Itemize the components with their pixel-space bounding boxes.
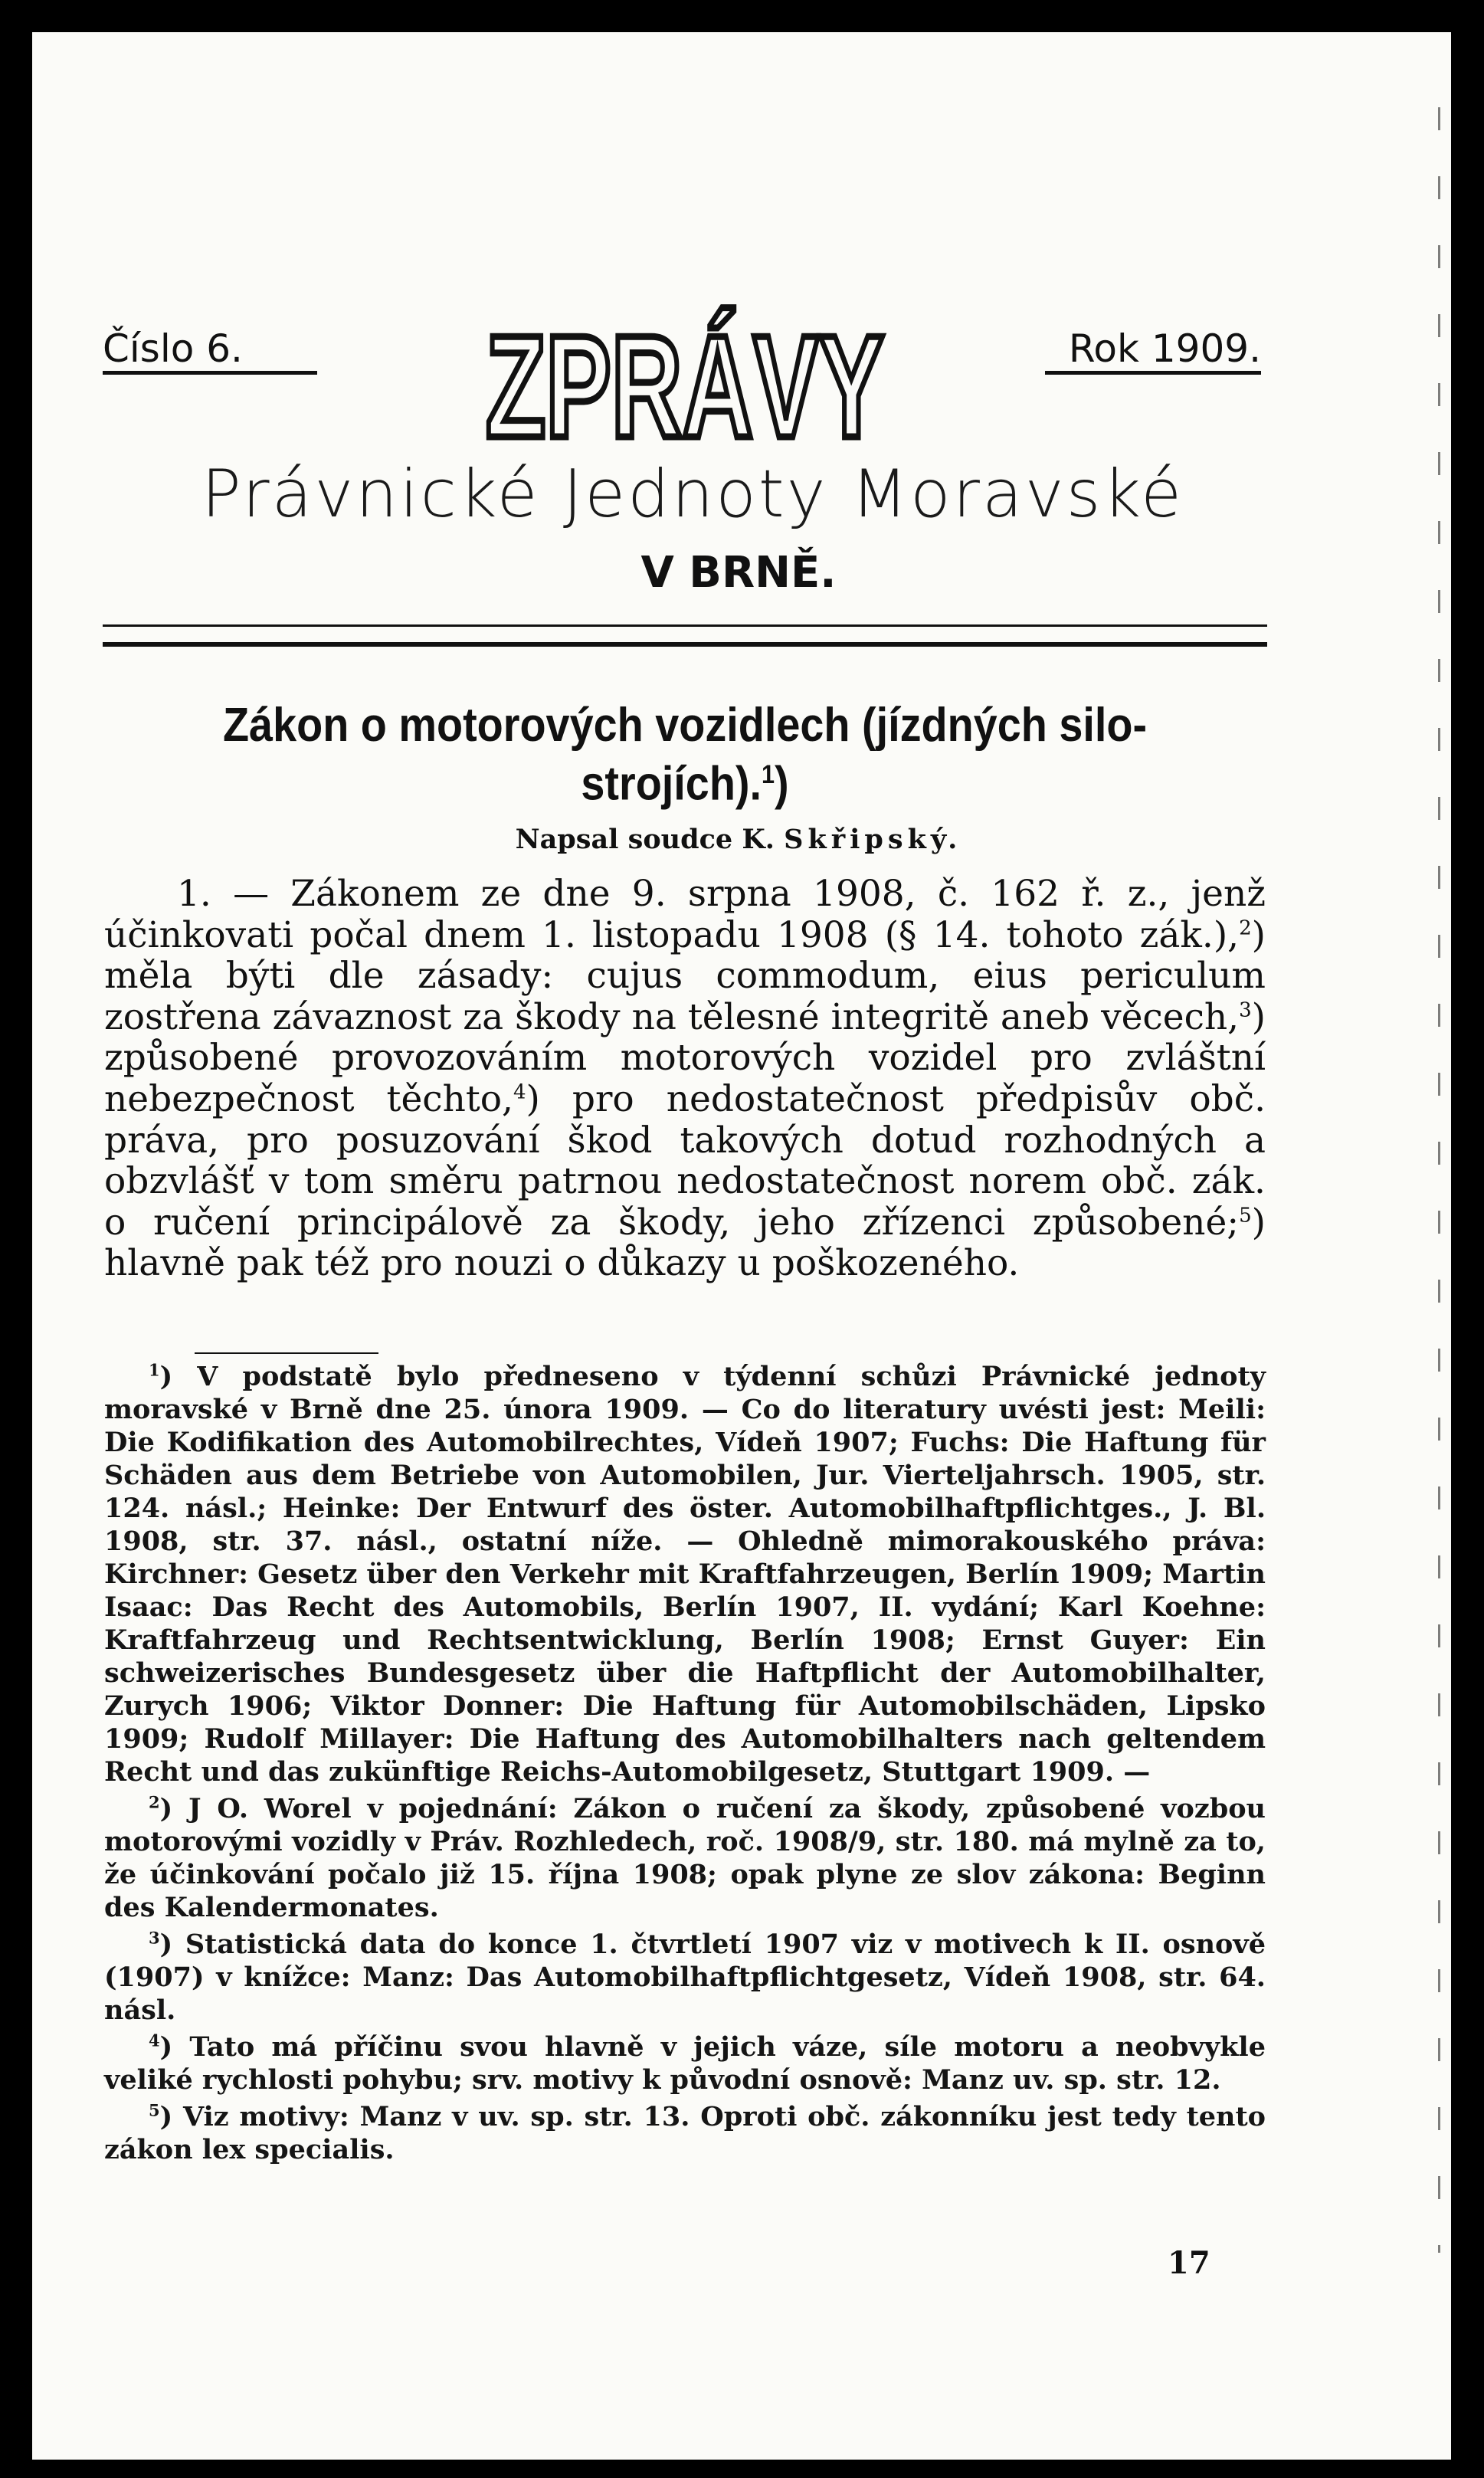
scanned-page <box>26 15 1451 2460</box>
publication-place: V BRNĚ. <box>640 548 837 598</box>
footnote-ref-1: 1 <box>761 760 775 789</box>
footnote-ref-5: 5 <box>1239 1204 1252 1228</box>
masthead-title-text: ZPRÁVY <box>486 306 884 468</box>
issue-number: Číslo 6. <box>103 329 317 375</box>
footnote-text: ) J O. Worel v pojednání: Zákon o ručení za škody, způsobené vozbou motorovými vozidly v Práv. Rozhledech, roč. 1908/9, str. 180. má mylně za to, že účinkování počalo již 15. října 1908; opak plyne ze slov zákona: Beginn des Kalendermonates. <box>104 1793 1266 1923</box>
byline-prefix: Napsal soudce K. <box>515 824 775 855</box>
masthead-title-art <box>470 291 899 468</box>
paragraph-text: ) hlavně pak též pro nouzi o důkazy u poškozeného. <box>104 1201 1266 1285</box>
footnote-separator <box>195 1352 378 1354</box>
byline <box>26 824 1451 855</box>
footnote-number: 5 <box>149 2100 160 2120</box>
footnote-5 <box>104 2100 1266 2166</box>
footnote-ref-4: 4 <box>513 1080 526 1104</box>
footnote-number: 1 <box>149 1360 160 1380</box>
footnote-ref-3: 3 <box>1239 998 1252 1022</box>
page-number: 17 <box>1168 2245 1210 2281</box>
author-name: Skřipský. <box>784 824 962 855</box>
footnote-2 <box>104 1792 1266 1924</box>
footnote-number: 2 <box>149 1792 160 1812</box>
publication-year: Rok 1909. <box>1045 329 1261 375</box>
footnote-1 <box>104 1360 1266 1788</box>
paragraph-text: ) měla býti dle zásady: cujus commodum, eius periculum zostřena závaznost za škody na tělesné integritě aneb věcech, <box>104 913 1266 1038</box>
paragraph <box>104 874 1266 1284</box>
journal-subtitle: Právnické Jednoty Moravské <box>201 456 1184 533</box>
footnote-number: 4 <box>149 2031 160 2050</box>
footnote-text: ) Tato má příčinu svou hlavně v jejich váze, síle motoru a neobvykle veliké rychlosti pohybu; srv. motivy k původní osnově: Manz uv. sp. str. 12. <box>104 2031 1266 2096</box>
paragraph-text: 1. — Zákonem ze dne 9. srpna 1908, č. 162 ř. z., jenž účinkovati počal dnem 1. listopadu 1908 (§ 14. tohoto zák.), <box>104 873 1266 956</box>
right-scan-artifact <box>1438 107 1440 2253</box>
left-scan-border <box>26 15 32 2460</box>
masthead-divider <box>103 624 1267 647</box>
paragraph-text: ) způsobené provozováním motorových vozidel pro zvláštní nebezpečnost těchto, <box>104 995 1266 1120</box>
article-body <box>104 874 1266 1284</box>
footnote-text: ) V podstatě bylo předneseno v týdenní schůzi Právnické jednoty moravské v Brně dne 25. února 1909. — Co do literatury uvésti jest: Meili: Die Kodifikation des Automobilrechtes, Vídeň 1907; Fuchs: Die Haftung für Schäden aus dem Betriebe von Automobilen, Jur. Vierteljahrsch. 1905, str. 124. násl.; Heinke: Der Entwurf des öster. Automobilhaftpflichtges., J. Bl. 1908, str. 37. násl., ostatní níže. — Ohledně mimorakouského práva: Kirchner: Gesetz über den Verkehr mit Kraftfahrzeugen, Berlín 1909; Martin Isaac: Das Recht des Automobils, Berlín 1907, II. vydání; Karl Koehne: Kraftfahrzeug und Rechtsentwicklung, Berlín 1908; Ernst Guyer: Ein schweizerisches Bundesgesetz über die Haftpflicht der Automobilhalter, Zurych 1906; Viktor Donner: Die Haftung für Automobilschäden, Lipsko 1909; Rudolf Millayer: Die Haftung des Automobilhalters nach geltendem Recht und das zukünftige Reichs-Automobilgesetz, Stuttgart 1909. — <box>104 1361 1266 1788</box>
top-scan-border <box>26 15 1451 32</box>
paragraph-text: ) pro nedostatečnost předpisův obč. práva, pro posuzování škod takových dotud rozhodných a obzvlášť v tom směru patrnou nedostatečnost norem obč. zák. o ručení principálově za škody, jeho zřízenci způsobené; <box>104 1077 1266 1244</box>
footnotes <box>104 1360 1266 2170</box>
footnote-number: 3 <box>149 1928 160 1948</box>
article-title: Zákon o motorových vozidlech (jízdných silo- strojích).$^1$) <box>222 699 1148 811</box>
article-title-line-1: Zákon o motorových vozidlech (jízdných silo- <box>222 699 1148 752</box>
footnote-ref-2: 2 <box>1239 916 1252 939</box>
footnote-4 <box>104 2031 1266 2096</box>
footnote-text: ) Statistická data do konce 1. čtvrtletí 1907 viz v motivech k II. osnově (1907) v knížce: Manz: Das Automobilhaftpflichtgesetz, Vídeň 1908, str. 64. násl. <box>104 1929 1266 2026</box>
article-title-line-2: strojích). <box>581 757 762 811</box>
footnote-text: ) Viz motivy: Manz v uv. sp. str. 13. Oproti obč. zákonníku jest tedy tento zákon lex specialis. <box>104 2101 1266 2165</box>
footnote-3 <box>104 1928 1266 2027</box>
masthead-title <box>470 291 899 468</box>
